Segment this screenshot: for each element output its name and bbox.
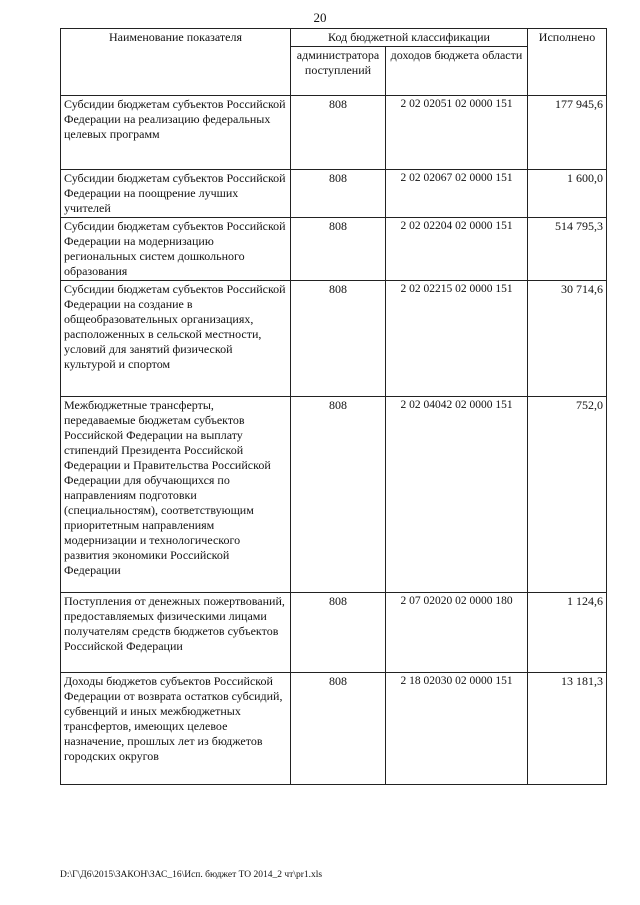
row-income-code: 2 02 04042 02 0000 151 <box>386 397 528 593</box>
table-row <box>61 218 607 281</box>
row-admin-code: 808 <box>291 281 386 397</box>
row-name: Субсидии бюджетам субъектов Российской Федерации на создание в общеобразовательных организациях, расположенных в сельской местности, условий для занятий физической культурой и спортом <box>61 281 291 397</box>
row-income-code: 2 02 02204 02 0000 151 <box>386 218 528 281</box>
row-executed: 514 795,3 <box>528 218 607 281</box>
row-income-code: 2 02 02051 02 0000 151 <box>386 96 528 170</box>
table-row <box>61 397 607 593</box>
row-executed: 1 124,6 <box>528 593 607 673</box>
row-admin-code: 808 <box>291 96 386 170</box>
header-income: доходов бюджета области <box>386 47 528 96</box>
table-row <box>61 96 607 170</box>
row-admin-code: 808 <box>291 170 386 218</box>
page-number: 20 <box>313 10 327 25</box>
header-row <box>61 29 607 47</box>
row-executed: 30 714,6 <box>528 281 607 397</box>
header-admin: администратора поступлений <box>291 47 386 96</box>
row-admin-code: 808 <box>291 593 386 673</box>
budget-table <box>60 28 607 785</box>
row-name: Субсидии бюджетам субъектов Российской Федерации на модернизацию региональных систем дошкольного образования <box>61 218 291 281</box>
table-row <box>61 170 607 218</box>
row-executed: 177 945,6 <box>528 96 607 170</box>
header-name: Наименование показателя <box>61 29 291 96</box>
table-row <box>61 593 607 673</box>
row-admin-code: 808 <box>291 218 386 281</box>
row-executed: 13 181,3 <box>528 673 607 785</box>
table-row <box>61 673 607 785</box>
row-name: Межбюджетные трансферты, передаваемые бюджетам субъектов Российской Федерации на выплату стипендий Президента Российской Федерации и Правительства Российской Федерации для обучающихся по направлениям подготовки (специальностям), соответствующим приоритетным направлениям модернизации и технологического развития экономики Российской Федерации <box>61 397 291 593</box>
row-name: Поступления от денежных пожертвований, предоставляемых физическими лицами получателям средств бюджетов субъектов Российской Федерации <box>61 593 291 673</box>
row-name: Субсидии бюджетам субъектов Российской Федерации на реализацию федеральных целевых программ <box>61 96 291 170</box>
row-name: Доходы бюджетов субъектов Российской Федерации от возврата остатков субсидий, субвенций и иных межбюджетных трансфертов, имеющих целевое назначение, прошлых лет из бюджетов городских округов <box>61 673 291 785</box>
header-code: Код бюджетной классификации <box>291 29 528 47</box>
row-admin-code: 808 <box>291 673 386 785</box>
row-income-code: 2 18 02030 02 0000 151 <box>386 673 528 785</box>
row-income-code: 2 02 02067 02 0000 151 <box>386 170 528 218</box>
row-name: Субсидии бюджетам субъектов Российской Федерации на поощрение лучших учителей <box>61 170 291 218</box>
row-executed: 752,0 <box>528 397 607 593</box>
row-income-code: 2 07 02020 02 0000 180 <box>386 593 528 673</box>
row-executed: 1 600,0 <box>528 170 607 218</box>
row-admin-code: 808 <box>291 397 386 593</box>
row-income-code: 2 02 02215 02 0000 151 <box>386 281 528 397</box>
table-row <box>61 281 607 397</box>
header-executed: Исполнено <box>528 29 607 96</box>
file-path-footer: D:\Г\Д6\2015\ЗАКОН\ЗАС_16\Исп. бюджет ТО 2014_2 чт\pr1.xls <box>60 870 323 880</box>
